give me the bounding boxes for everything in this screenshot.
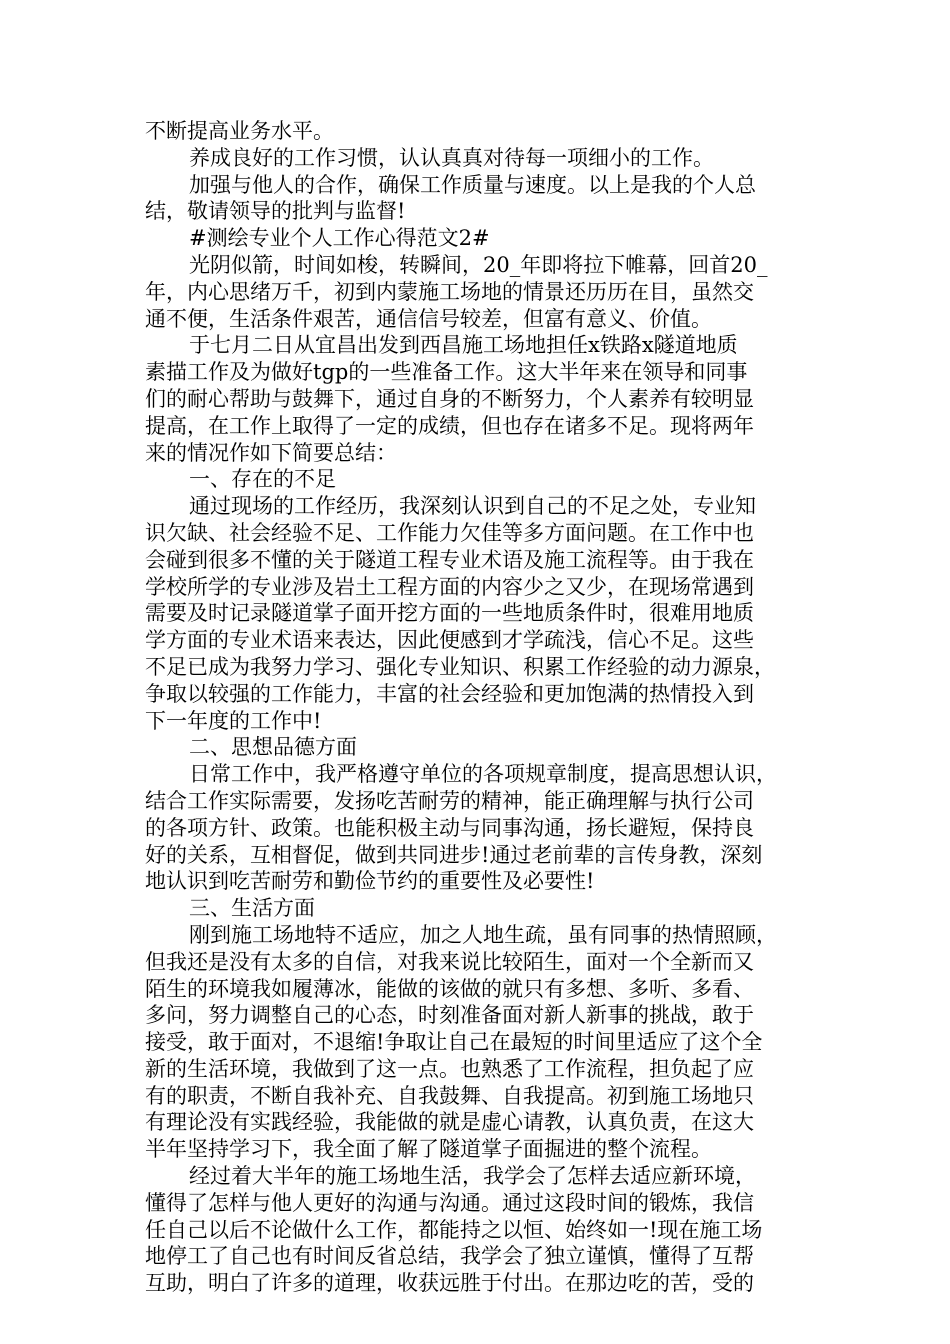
text-line: 学校所学的专业涉及岩土工程方面的内容少之又少，在现场常遇到: [145, 574, 754, 599]
text-line: 任自己以后不论做什么工作，都能持之以恒、始终如一!现在施工场: [145, 1217, 763, 1242]
text-line: 于七月二日从宜昌出发到西昌施工场地担任x铁路x隧道地质: [189, 333, 738, 358]
text-line: 结，敬请领导的批判与监督!: [145, 199, 406, 224]
text-line: 通不便，生活条件艰苦，通信信号较差，但富有意义、价值。: [145, 306, 712, 331]
text-line: 不断提高业务水平。: [145, 119, 334, 143]
text-line: 接受，敢于面对，不退缩!争取让自己在最短的时间里适应了这个全: [145, 1030, 763, 1055]
text-line: 的各项方针、政策。也能积极主动与同事沟通，扬长避短，保持良: [145, 815, 754, 840]
text-line: 有理论没有实践经验，我能做的就是虚心请教，认真负责，在这大: [145, 1110, 754, 1135]
text-line: 好的关系，互相督促，做到共同进步!通过老前辈的言传身教，深刻: [145, 842, 763, 867]
text-line: 识欠缺、社会经验不足、工作能力欠佳等多方面问题。在工作中也: [145, 520, 754, 545]
text-line: 通过现场的工作经历，我深刻认识到自己的不足之处，专业知: [189, 494, 756, 519]
text-line: 半年坚持学习下，我全面了解了隧道掌子面掘进的整个流程。: [145, 1137, 712, 1162]
text-line: 不足已成为我努力学习、强化专业知识、积累工作经验的动力源泉，: [145, 654, 775, 679]
text-line: 多问，努力调整自己的心态，时刻准备面对新人新事的挑战，敢于: [145, 1003, 754, 1028]
text-line: 需要及时记录隧道掌子面开挖方面的一些地质条件时，很难用地质: [145, 601, 754, 626]
text-line: 光阴似箭，时间如梭，转瞬间，20_年即将拉下帷幕，回首20_: [189, 252, 768, 277]
text-line: 二、思想品德方面: [189, 735, 357, 760]
text-line: 互助，明白了许多的道理，收获远胜于付出。在那边吃的苦，受的: [145, 1271, 754, 1296]
text-line: 有的职责，不断自我补充、自我鼓舞、自我提高。初到施工场地只: [145, 1083, 754, 1108]
text-line: 养成良好的工作习惯，认认真真对待每一项细小的工作。: [189, 145, 714, 170]
text-line: 会碰到很多不懂的关于隧道工程专业术语及施工流程等。由于我在: [145, 547, 754, 572]
text-line: 提高，在工作上取得了一定的成绩，但也存在诸多不足。现将两年: [145, 413, 754, 438]
text-line: 加强与他人的合作，确保工作质量与速度。以上是我的个人总: [189, 172, 756, 197]
text-line: 懂得了怎样与他人更好的沟通与沟通。通过这段时间的锻炼，我信: [145, 1190, 754, 1215]
text-line: 刚到施工场地特不适应，加之人地生疏，虽有同事的热情照顾，: [189, 922, 777, 947]
text-line: 陌生的环境我如履薄冰，能做的该做的就只有多想、多听、多看、: [145, 976, 754, 1001]
text-line: 新的生活环境，我做到了这一点。也熟悉了工作流程，担负起了应: [145, 1056, 754, 1081]
text-line: 素描工作及为做好tgp的一些准备工作。这大半年来在领导和同事: [145, 360, 748, 385]
text-line: 三、生活方面: [189, 896, 315, 921]
text-line: 学方面的专业术语来表达，因此便感到才学疏浅，信心不足。这些: [145, 628, 754, 653]
text-line: 们的耐心帮助与鼓舞下，通过自身的不断努力，个人素养有较明显: [145, 386, 754, 411]
text-line: 日常工作中，我严格遵守单位的各项规章制度，提高思想认识，: [189, 762, 777, 787]
text-line: 经过着大半年的施工场地生活，我学会了怎样去适应新环境，: [189, 1164, 756, 1189]
document-body: [145, 118, 825, 1297]
text-line: 下一年度的工作中!: [145, 708, 322, 733]
text-line: 地停工了自己也有时间反省总结，我学会了独立谨慎，懂得了互帮: [145, 1244, 754, 1269]
text-line: 来的情况作如下简要总结：: [145, 440, 397, 465]
text-line: 年，内心思绪万千，初到内蒙施工场地的情景还历历在目，虽然交: [145, 279, 754, 304]
text-line: #测绘专业个人工作心得范文2#: [189, 226, 490, 251]
text-line: 争取以较强的工作能力，丰富的社会经验和更加饱满的热情投入到: [145, 681, 754, 706]
text-line: 地认识到吃苦耐劳和勤俭节约的重要性及必要性!: [145, 869, 595, 894]
text-line: 结合工作实际需要，发扬吃苦耐劳的精神，能正确理解与执行公司: [145, 788, 754, 813]
text-line: 但我还是没有太多的自信，对我来说比较陌生，面对一个全新而又: [145, 949, 754, 974]
text-line: 一、存在的不足: [189, 467, 336, 492]
